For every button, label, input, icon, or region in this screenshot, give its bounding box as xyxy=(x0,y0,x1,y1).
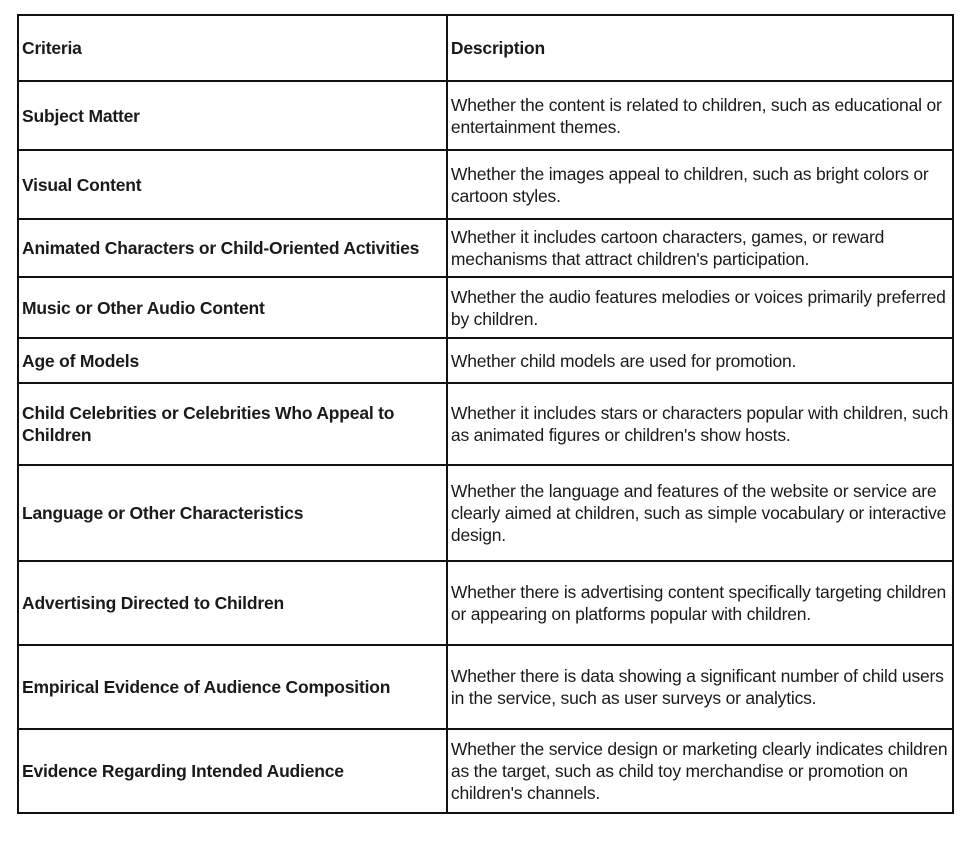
criteria-cell: Visual Content xyxy=(18,150,447,219)
criteria-cell: Age of Models xyxy=(18,338,447,383)
table-row xyxy=(18,645,953,729)
table-row xyxy=(18,150,953,219)
table-row xyxy=(18,81,953,150)
description-cell: Whether it includes cartoon characters, games, or reward mechanisms that attract children's participation. xyxy=(447,219,953,277)
table-row xyxy=(18,219,953,277)
criteria-cell: Music or Other Audio Content xyxy=(18,277,447,338)
criteria-cell: Advertising Directed to Children xyxy=(18,561,447,645)
criteria-cell: Evidence Regarding Intended Audience xyxy=(18,729,447,813)
table-header-row xyxy=(18,15,953,81)
criteria-cell: Child Celebrities or Celebrities Who Appeal to Children xyxy=(18,383,447,465)
description-cell: Whether the content is related to children, such as educational or entertainment themes. xyxy=(447,81,953,150)
description-cell: Whether there is data showing a significant number of child users in the service, such as user surveys or analytics. xyxy=(447,645,953,729)
description-cell: Whether child models are used for promotion. xyxy=(447,338,953,383)
table-row xyxy=(18,383,953,465)
criteria-cell: Language or Other Characteristics xyxy=(18,465,447,561)
table-row xyxy=(18,277,953,338)
criteria-table xyxy=(17,14,954,814)
header-criteria: Criteria xyxy=(18,15,447,81)
criteria-cell: Animated Characters or Child-Oriented Activities xyxy=(18,219,447,277)
table-row xyxy=(18,338,953,383)
description-cell: Whether the images appeal to children, such as bright colors or cartoon styles. xyxy=(447,150,953,219)
description-cell: Whether the audio features melodies or voices primarily preferred by children. xyxy=(447,277,953,338)
table-row xyxy=(18,465,953,561)
description-cell: Whether the language and features of the website or service are clearly aimed at children, such as simple vocabulary or interactive design. xyxy=(447,465,953,561)
header-description: Description xyxy=(447,15,953,81)
criteria-cell: Subject Matter xyxy=(18,81,447,150)
table-row xyxy=(18,561,953,645)
description-cell: Whether there is advertising content specifically targeting children or appearing on platforms popular with children. xyxy=(447,561,953,645)
table-row xyxy=(18,729,953,813)
description-cell: Whether the service design or marketing clearly indicates children as the target, such as child toy merchandise or promotion on children's channels. xyxy=(447,729,953,813)
criteria-cell: Empirical Evidence of Audience Composition xyxy=(18,645,447,729)
description-cell: Whether it includes stars or characters popular with children, such as animated figures or children's show hosts. xyxy=(447,383,953,465)
